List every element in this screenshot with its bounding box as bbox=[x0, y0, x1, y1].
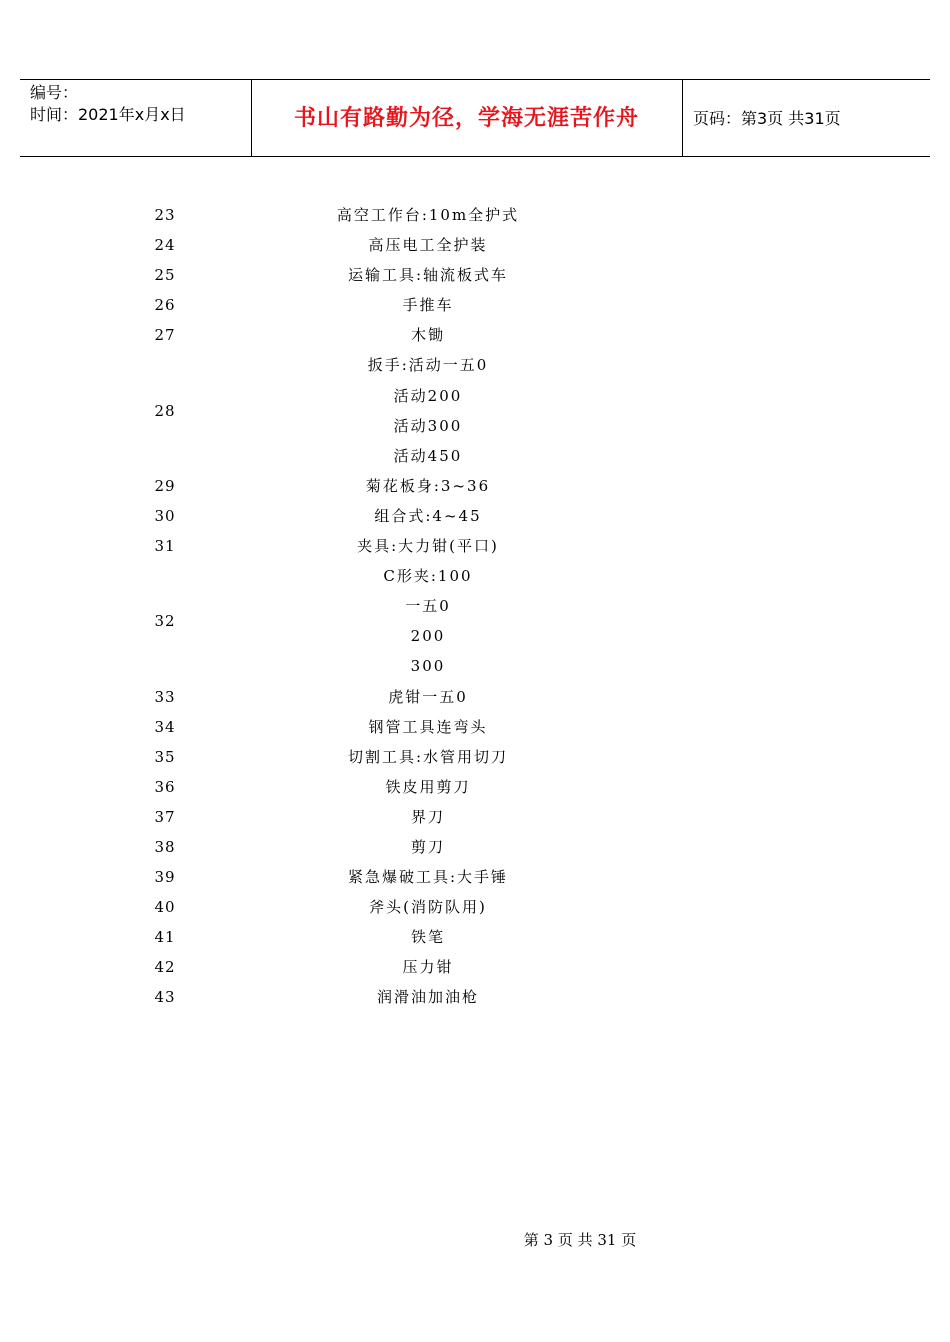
item-name: 虎钳一五0 bbox=[388, 687, 468, 706]
header-meta bbox=[30, 82, 186, 126]
item-number: 40 bbox=[154, 898, 176, 917]
header-motto: 书山有路勤为径，学海无涯苦作舟 bbox=[293, 106, 639, 131]
number-label: 编号： bbox=[30, 83, 79, 102]
list-item bbox=[0, 230, 950, 260]
item-number: 37 bbox=[154, 807, 176, 826]
item-number: 24 bbox=[154, 236, 176, 255]
list-item bbox=[0, 802, 950, 832]
list-item bbox=[0, 471, 950, 501]
item-number: 28 bbox=[154, 401, 176, 420]
item-number: 32 bbox=[154, 612, 176, 631]
page-header bbox=[20, 79, 930, 157]
item-number: 26 bbox=[154, 296, 176, 315]
item-name: 扳手:活动一五0 bbox=[367, 356, 489, 375]
list-item bbox=[0, 260, 950, 290]
item-name: 铁皮用剪刀 bbox=[385, 777, 471, 796]
tool-list bbox=[0, 200, 950, 1013]
item-name: 斧头(消防队用) bbox=[369, 898, 487, 917]
time-label: 时间：2021年x月x日 bbox=[30, 105, 186, 124]
list-item bbox=[0, 772, 950, 802]
header-divider bbox=[682, 80, 683, 156]
list-item bbox=[0, 200, 950, 230]
item-number: 27 bbox=[154, 326, 176, 345]
header-page-label: 页码：第3页 共31页 bbox=[693, 109, 841, 128]
item-name: 菊花板身:3~36 bbox=[365, 476, 491, 495]
item-number: 34 bbox=[154, 717, 176, 736]
item-number: 31 bbox=[154, 537, 176, 556]
list-item bbox=[0, 892, 950, 922]
item-name: 高压电工全护装 bbox=[368, 236, 488, 255]
list-item bbox=[0, 832, 950, 862]
item-number: 33 bbox=[154, 687, 176, 706]
item-number: 30 bbox=[154, 506, 176, 525]
list-item bbox=[0, 561, 950, 681]
item-name: 活动300 bbox=[393, 416, 463, 435]
item-number: 29 bbox=[154, 476, 176, 495]
item-number: 23 bbox=[154, 206, 176, 224]
list-item bbox=[0, 350, 950, 470]
item-name: 手推车 bbox=[402, 296, 454, 315]
item-name: 高空工作台:10m全护式 bbox=[336, 206, 520, 224]
page-footer: 第 3 页 共 31 页 bbox=[523, 1231, 637, 1249]
item-name: 润滑油加油枪 bbox=[376, 988, 479, 1007]
item-number: 38 bbox=[154, 837, 176, 856]
item-name: 组合式:4~45 bbox=[374, 506, 482, 525]
item-name: 活动200 bbox=[393, 386, 463, 405]
item-number: 42 bbox=[154, 958, 176, 977]
list-item bbox=[0, 952, 950, 982]
list-item bbox=[0, 982, 950, 1012]
item-number: 39 bbox=[154, 868, 176, 887]
item-name: C形夹:100 bbox=[383, 567, 473, 586]
list-item bbox=[0, 320, 950, 350]
item-name: 剪刀 bbox=[410, 837, 445, 856]
item-name: 夹具:大力钳(平口) bbox=[357, 537, 499, 556]
list-item bbox=[0, 531, 950, 561]
item-number: 43 bbox=[154, 988, 176, 1007]
list-item bbox=[0, 712, 950, 742]
item-name: 界刀 bbox=[410, 807, 445, 826]
item-name: 一五0 bbox=[405, 597, 451, 616]
list-item bbox=[0, 922, 950, 952]
item-name: 200 bbox=[410, 627, 446, 646]
item-name: 300 bbox=[410, 657, 446, 676]
item-number: 25 bbox=[154, 266, 176, 285]
item-number: 41 bbox=[154, 928, 176, 947]
list-item bbox=[0, 862, 950, 892]
item-number: 35 bbox=[154, 747, 176, 766]
item-name: 活动450 bbox=[393, 446, 463, 465]
list-item bbox=[0, 501, 950, 531]
item-name: 木锄 bbox=[410, 326, 445, 345]
item-number: 36 bbox=[154, 777, 176, 796]
item-name: 压力钳 bbox=[402, 958, 454, 977]
item-name: 紧急爆破工具:大手锤 bbox=[347, 868, 509, 887]
item-name: 切割工具:水管用切刀 bbox=[347, 747, 509, 766]
item-name: 钢管工具连弯头 bbox=[368, 717, 488, 736]
list-item bbox=[0, 290, 950, 320]
item-name: 铁笔 bbox=[410, 928, 445, 947]
list-item bbox=[0, 682, 950, 712]
item-name: 运输工具:轴流板式车 bbox=[347, 266, 509, 285]
list-item bbox=[0, 742, 950, 772]
